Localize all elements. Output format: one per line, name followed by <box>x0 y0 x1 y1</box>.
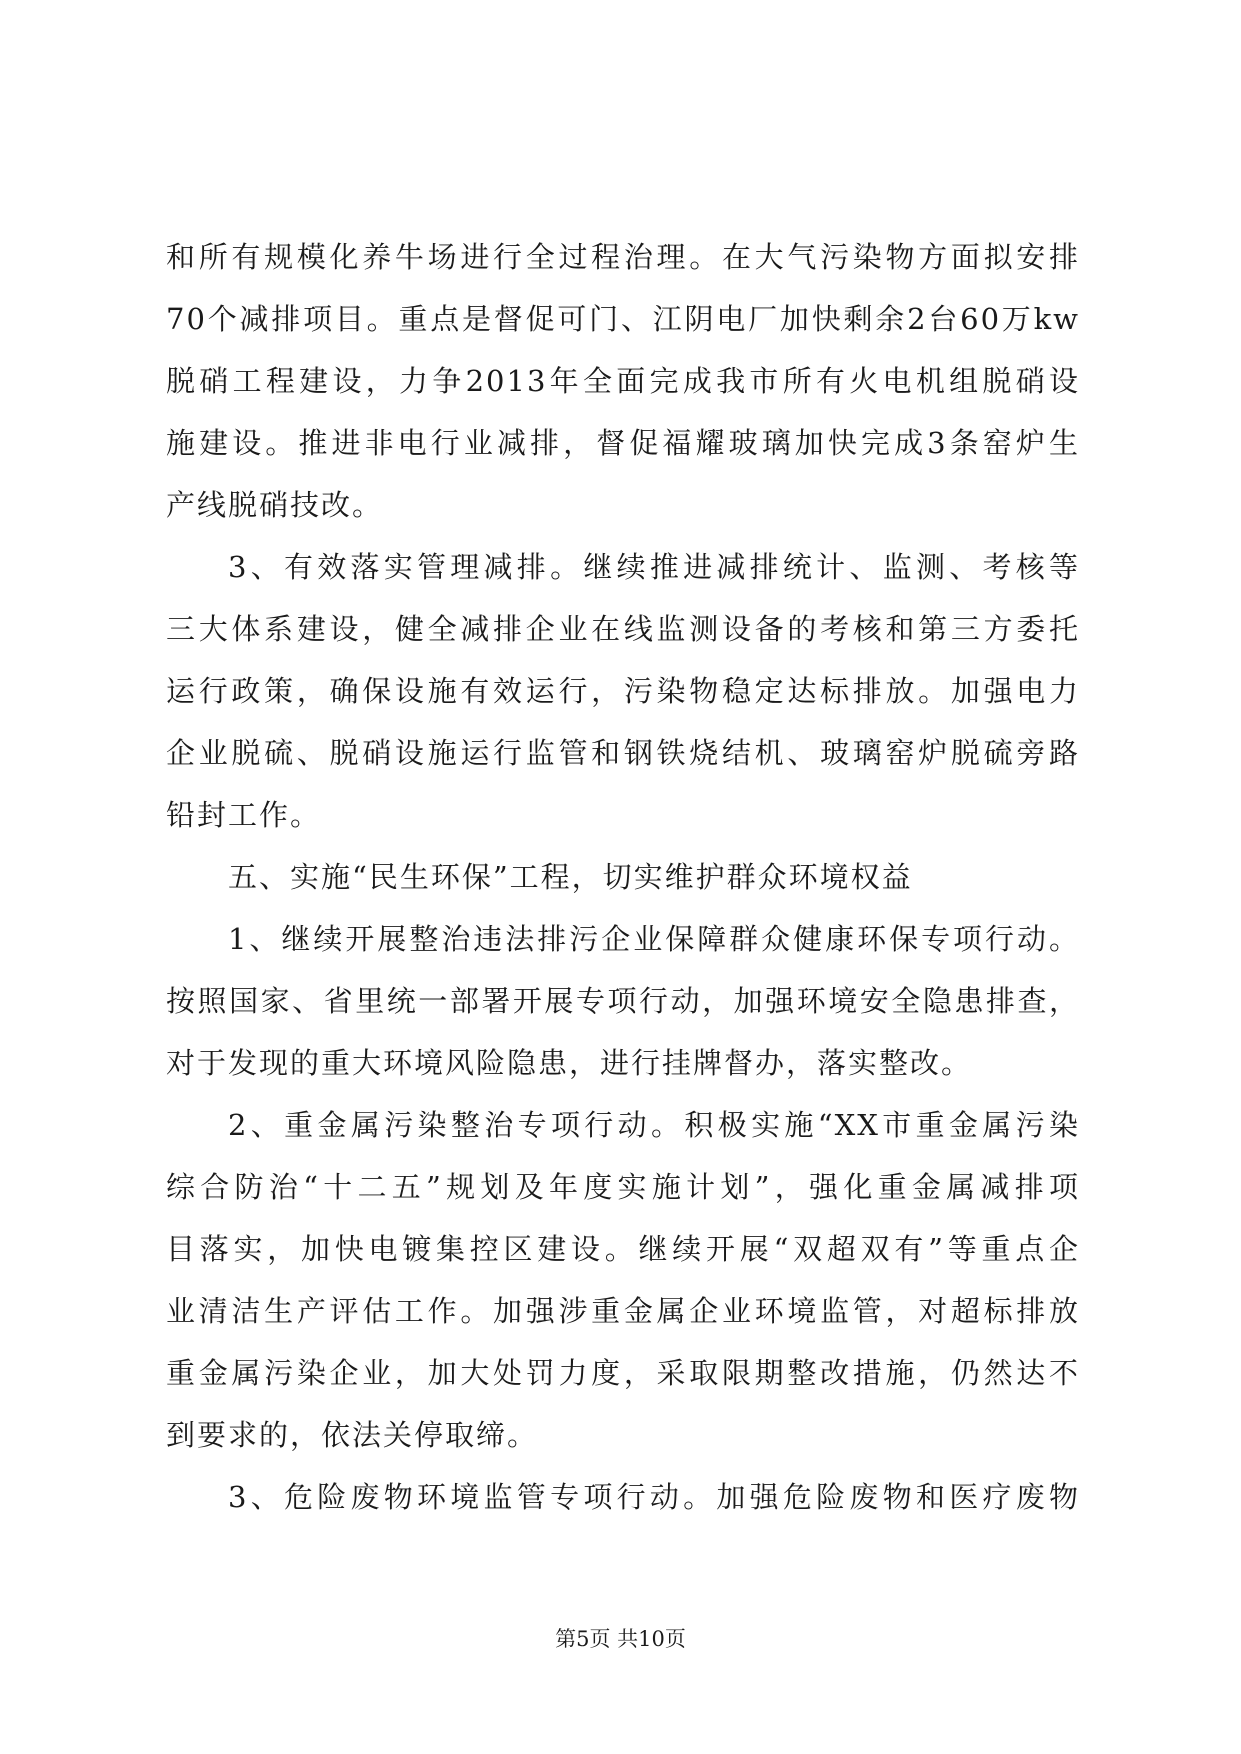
text-line: 对于发现的重大环境风险隐患，进行挂牌督办，落实整改。 <box>166 1046 973 1080</box>
text-line: 综合防治“十二五”规划及年度实施计划”，强化重金属减排项 <box>166 1170 1080 1204</box>
text-line: 运行政策，确保设施有效运行，污染物稳定达标排放。加强电力 <box>166 674 1080 708</box>
text-line: 70个减排项目。重点是督促可门、江阴电厂加快剩余2台60万kw <box>166 302 1080 336</box>
text-line: 3、危险废物环境监管专项行动。加强危险废物和医疗废物 <box>228 1480 1080 1514</box>
text-line: 业清洁生产评估工作。加强涉重金属企业环境监管，对超标排放 <box>166 1294 1080 1328</box>
section-heading: 五、实施“民生环保”工程，切实维护群众环境权益 <box>228 860 913 894</box>
text-line: 到要求的，依法关停取缔。 <box>166 1418 539 1452</box>
text-line: 重金属污染企业，加大处罚力度，采取限期整改措施，仍然达不 <box>166 1356 1080 1390</box>
text-line: 按照国家、省里统一部署开展专项行动，加强环境安全隐患排查， <box>166 984 1080 1018</box>
text-line: 施建设。推进非电行业减排，督促福耀玻璃加快完成3条窑炉生 <box>166 426 1080 460</box>
text-line: 铅封工作。 <box>166 798 322 832</box>
page-number-footer: 第5页 共10页 <box>555 1627 686 1651</box>
document-body <box>166 226 1080 1528</box>
text-line: 脱硝工程建设，力争2013年全面完成我市所有火电机组脱硝设 <box>166 364 1080 398</box>
text-line: 和所有规模化养牛场进行全过程治理。在大气污染物方面拟安排 <box>166 240 1080 274</box>
text-line: 1、继续开展整治违法排污企业保障群众健康环保专项行动。 <box>228 922 1080 956</box>
text-line: 目落实，加快电镀集控区建设。继续开展“双超双有”等重点企 <box>166 1232 1080 1266</box>
text-line: 3、有效落实管理减排。继续推进减排统计、监测、考核等 <box>228 550 1080 584</box>
text-line: 2、重金属污染整治专项行动。积极实施“XX市重金属污染 <box>228 1108 1080 1142</box>
text-line: 三大体系建设，健全减排企业在线监测设备的考核和第三方委托 <box>166 612 1080 646</box>
text-line: 企业脱硫、脱硝设施运行监管和钢铁烧结机、玻璃窑炉脱硫旁路 <box>166 736 1080 770</box>
text-line: 产线脱硝技改。 <box>166 488 384 522</box>
